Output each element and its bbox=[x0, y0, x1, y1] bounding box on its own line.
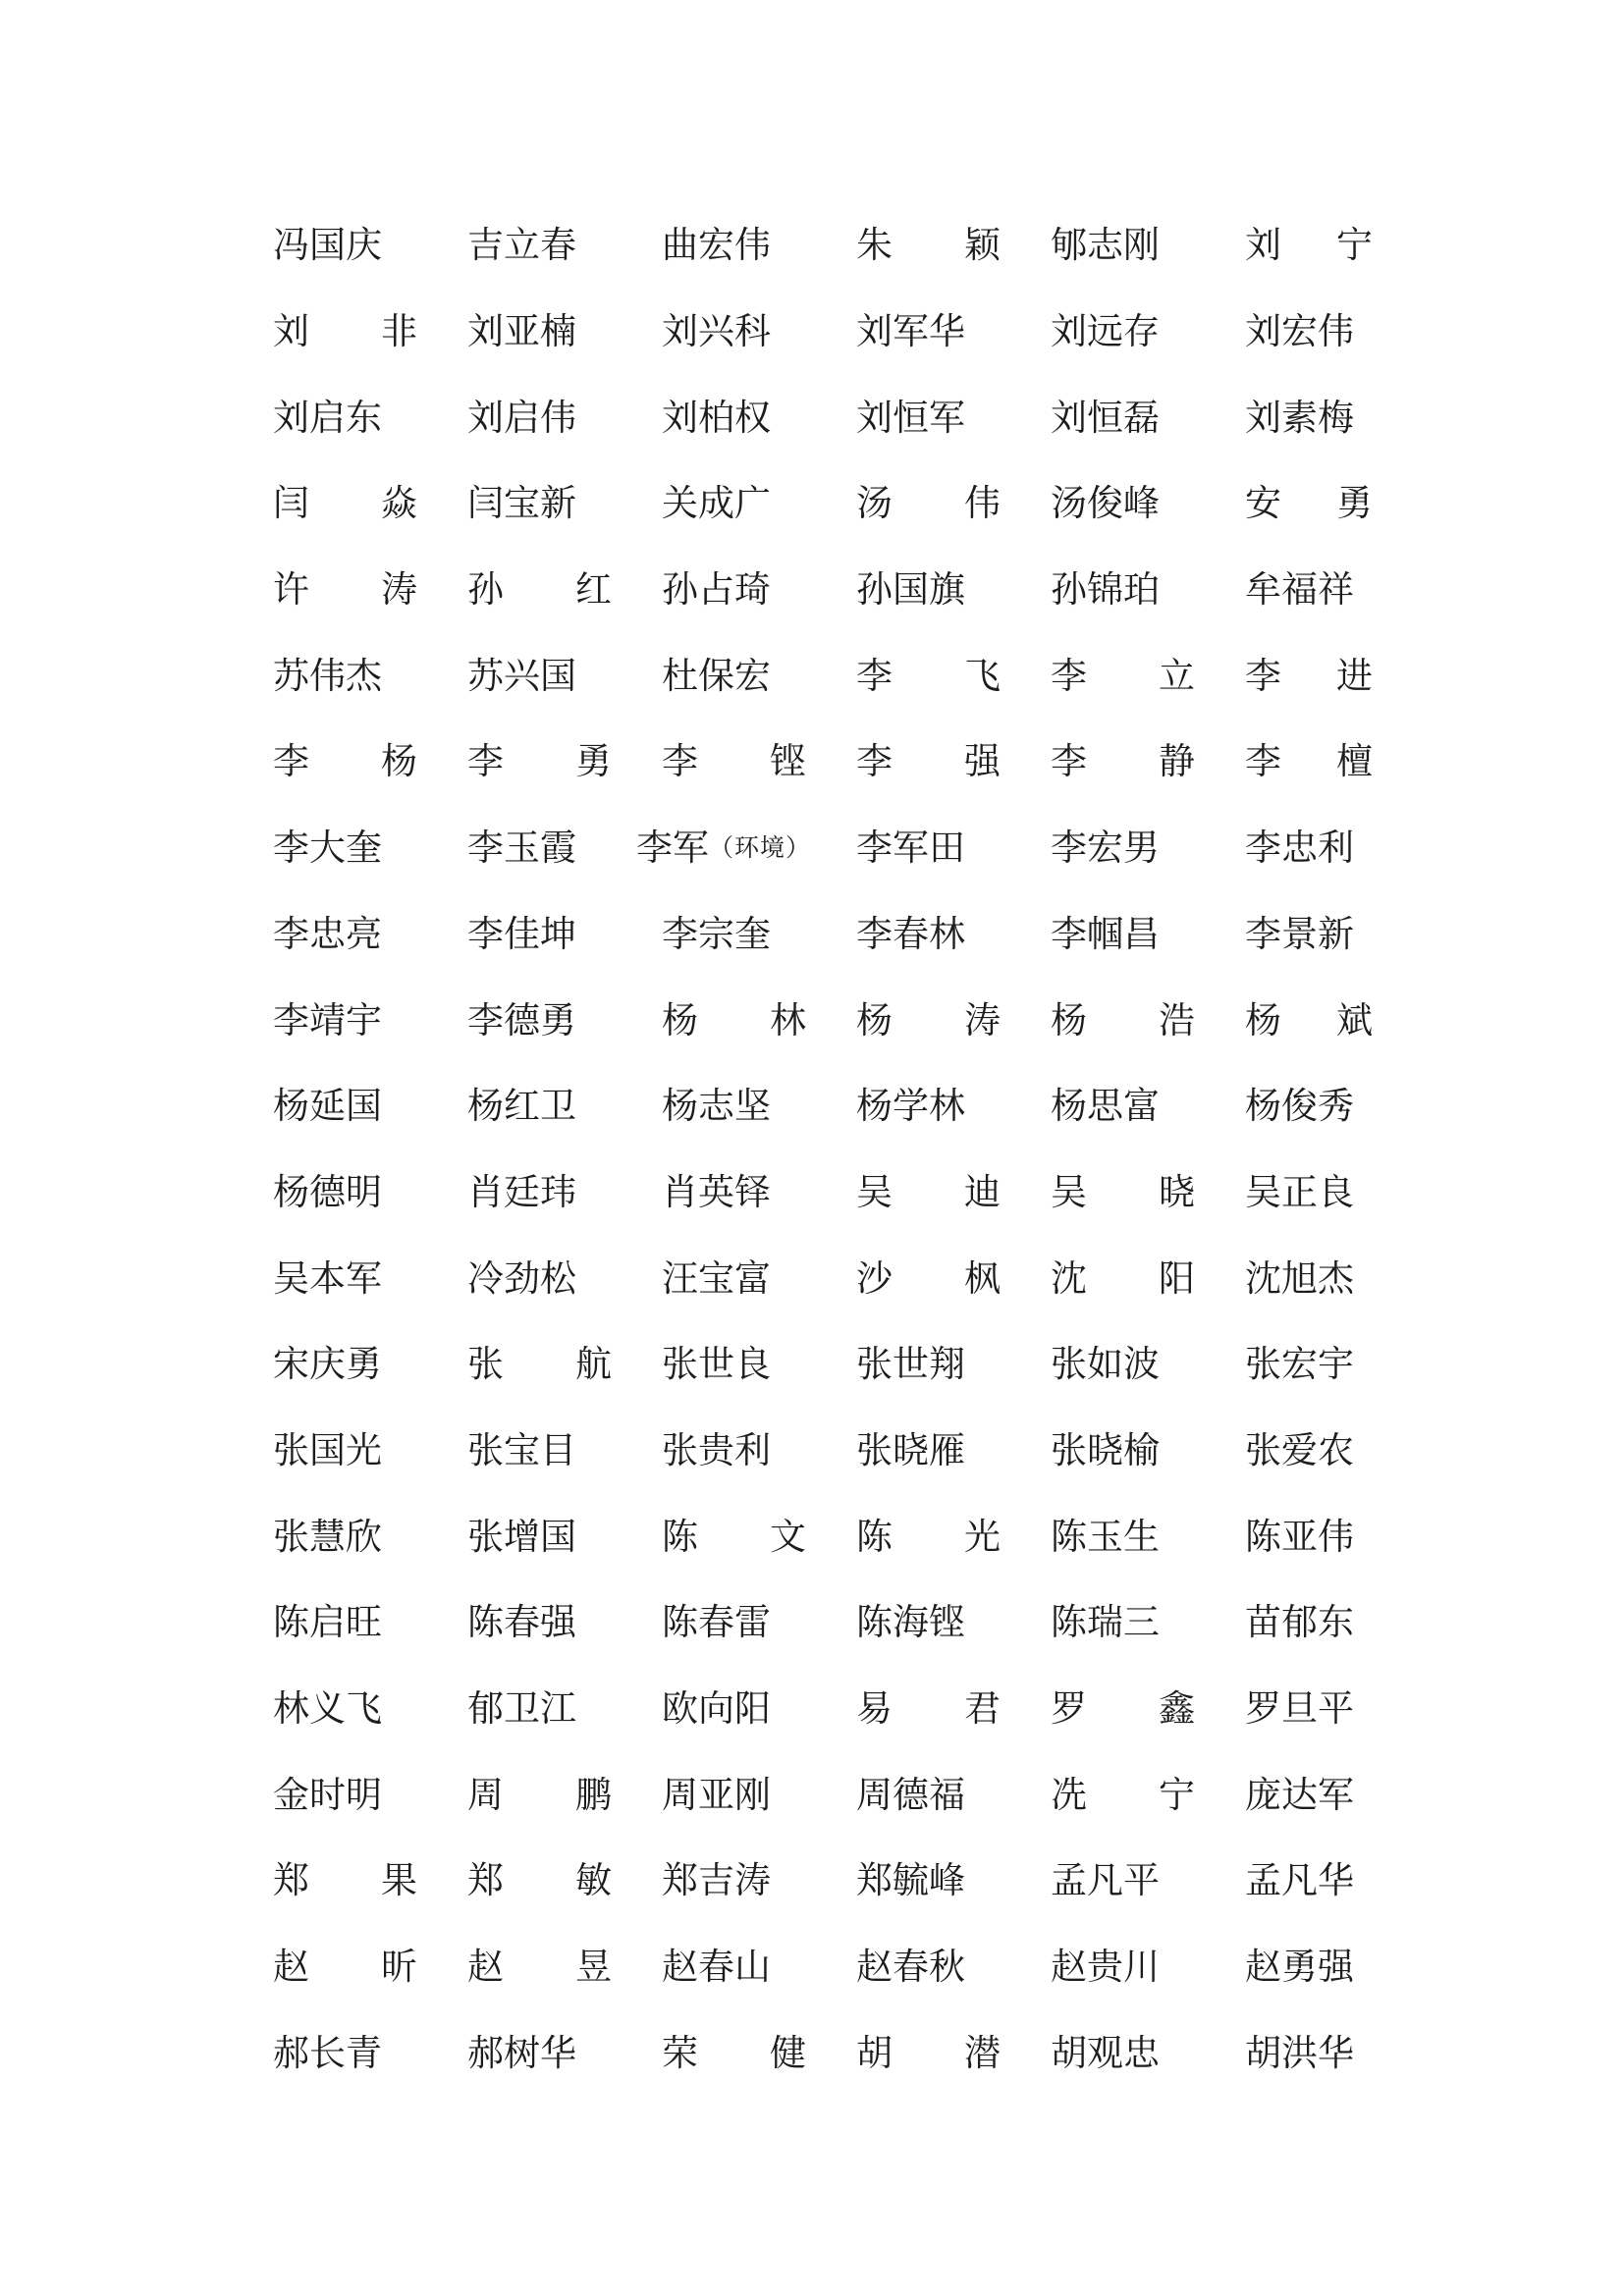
name-entry: 孟凡华 bbox=[1245, 1859, 1354, 1902]
name-entry: 孙锦珀 bbox=[1051, 568, 1160, 612]
name-entry: 李忠亮 bbox=[273, 912, 382, 955]
name-entry: 吴 迪 bbox=[856, 1170, 1001, 1213]
name-entry: 张 航 bbox=[467, 1343, 612, 1386]
name-entry: 陈春雷 bbox=[662, 1601, 771, 1644]
name-entry: 李 勇 bbox=[467, 740, 612, 783]
name-entry: 陈瑞三 bbox=[1051, 1601, 1160, 1644]
name-entry: 赵 昕 bbox=[273, 1946, 417, 1989]
name-entry: 杨俊秀 bbox=[1245, 1085, 1354, 1128]
name-entry: 陈亚伟 bbox=[1245, 1515, 1354, 1558]
name-entry: 苗郁东 bbox=[1245, 1601, 1354, 1644]
name-entry: 陈春强 bbox=[467, 1601, 576, 1644]
name-entry: 张爱农 bbox=[1245, 1428, 1354, 1471]
name-entry: 周亚刚 bbox=[662, 1773, 771, 1816]
name-entry: 孟凡平 bbox=[1051, 1859, 1160, 1902]
name-entry: 陈海铿 bbox=[856, 1601, 965, 1644]
name-entry: 杨 涛 bbox=[856, 998, 1001, 1041]
name-entry: 庞达军 bbox=[1245, 1773, 1354, 1816]
name-entry: 杨红卫 bbox=[467, 1085, 576, 1128]
name-entry: 赵春秋 bbox=[856, 1946, 965, 1989]
name-entry: 刘远存 bbox=[1051, 310, 1160, 353]
name-entry: 李军田 bbox=[856, 827, 965, 870]
name-entry: 张增国 bbox=[467, 1515, 576, 1558]
name-entry: 闫宝新 bbox=[467, 482, 576, 525]
name-entry: 冯国庆 bbox=[273, 224, 382, 267]
name-entry: 孙占琦 bbox=[662, 568, 771, 612]
name-entry: 胡洪华 bbox=[1245, 2031, 1354, 2074]
name-entry: 杨德明 bbox=[273, 1170, 382, 1213]
name-entry: 杨志坚 bbox=[662, 1085, 771, 1128]
name-entry: 李帼昌 bbox=[1051, 912, 1160, 955]
name-entry: 杨 浩 bbox=[1051, 998, 1195, 1041]
name-entry: 张宏宇 bbox=[1245, 1343, 1354, 1386]
name-entry: 刘启东 bbox=[273, 396, 382, 439]
name-entry: 闫 焱 bbox=[273, 482, 417, 525]
name-entry: 孙国旗 bbox=[856, 568, 965, 612]
name-entry: 欧向阳 bbox=[662, 1687, 771, 1731]
name-entry: 李景新 bbox=[1245, 912, 1354, 955]
name-entry: 陈玉生 bbox=[1051, 1515, 1160, 1558]
name-entry: 汪宝富 bbox=[662, 1256, 771, 1300]
name-entry: 吴本军 bbox=[273, 1256, 382, 1300]
name-entry: 李靖宇 bbox=[273, 998, 382, 1041]
name-entry: 刘军华 bbox=[856, 310, 965, 353]
name-entry: 李 杨 bbox=[273, 740, 417, 783]
name-entry: 李 铿 bbox=[662, 740, 806, 783]
name-entry: 郑毓峰 bbox=[856, 1859, 965, 1902]
name-entry: 李 进 bbox=[1245, 654, 1373, 697]
name-entry: 金时明 bbox=[273, 1773, 382, 1816]
name-entry: 李佳坤 bbox=[467, 912, 576, 955]
name-entry: 张宝目 bbox=[467, 1428, 576, 1471]
name-entry: 李 立 bbox=[1051, 654, 1195, 697]
name-entry: 张贵利 bbox=[662, 1428, 771, 1471]
name-entry: 张世翔 bbox=[856, 1343, 965, 1386]
name-entry: 冼 宁 bbox=[1051, 1773, 1195, 1816]
name-entry: 张世良 bbox=[662, 1343, 771, 1386]
name-entry: 关成广 bbox=[662, 482, 771, 525]
name-entry: 沈 阳 bbox=[1051, 1256, 1195, 1300]
name-entry: 杨 林 bbox=[662, 998, 806, 1041]
name-entry: 刘恒磊 bbox=[1051, 396, 1160, 439]
name-entry: 罗旦平 bbox=[1245, 1687, 1354, 1731]
name-entry: 李宏男 bbox=[1051, 827, 1160, 870]
name-entry: 孙 红 bbox=[467, 568, 612, 612]
name-entry: 杜保宏 bbox=[662, 654, 771, 697]
name-entry: 杨延国 bbox=[273, 1085, 382, 1128]
name-entry: 张晓榆 bbox=[1051, 1428, 1160, 1471]
name-entry: 肖廷玮 bbox=[467, 1170, 576, 1213]
name-entry: 曲宏伟 bbox=[662, 224, 771, 267]
name-list-grid bbox=[273, 202, 1373, 2096]
name-entry: 苏伟杰 bbox=[273, 654, 382, 697]
name-entry: 刘宏伟 bbox=[1245, 310, 1354, 353]
name-entry: 李大奎 bbox=[273, 827, 382, 870]
name-entry: 周 鹏 bbox=[467, 1773, 612, 1816]
name-entry: 吴正良 bbox=[1245, 1170, 1354, 1213]
name-entry: 沙 枫 bbox=[856, 1256, 1001, 1300]
name-entry: 牟福祥 bbox=[1245, 568, 1354, 612]
name-entry: 张慧欣 bbox=[273, 1515, 382, 1558]
name-entry: 李忠利 bbox=[1245, 827, 1354, 870]
name-entry: 宋庆勇 bbox=[273, 1343, 382, 1386]
name-entry: 李 静 bbox=[1051, 740, 1195, 783]
name-entry: 陈启旺 bbox=[273, 1601, 382, 1644]
name-entry: 胡观忠 bbox=[1051, 2031, 1160, 2074]
name-entry: 刘素梅 bbox=[1245, 396, 1354, 439]
name-entry: 赵勇强 bbox=[1245, 1946, 1354, 1989]
name-entry: 荣 健 bbox=[662, 2031, 806, 2074]
name-entry: 李 飞 bbox=[856, 654, 1001, 697]
name-entry: 刘亚楠 bbox=[467, 310, 576, 353]
name-entry: 罗 鑫 bbox=[1051, 1687, 1195, 1731]
name-entry: 杨 斌 bbox=[1245, 998, 1373, 1041]
name-entry: 汤 伟 bbox=[856, 482, 1001, 525]
name-entry: 吉立春 bbox=[467, 224, 576, 267]
name-entry: 苏兴国 bbox=[467, 654, 576, 697]
name-entry: 刘 非 bbox=[273, 310, 417, 353]
name-entry: 张国光 bbox=[273, 1428, 382, 1471]
name-entry: 刘 宁 bbox=[1245, 224, 1373, 267]
name-entry: 李 檀 bbox=[1245, 740, 1373, 783]
name-entry: 胡 潜 bbox=[856, 2031, 1001, 2074]
name-entry: 安 勇 bbox=[1245, 482, 1373, 525]
name-entry: 陈 光 bbox=[856, 1515, 1001, 1558]
name-entry: 冷劲松 bbox=[467, 1256, 576, 1300]
name-entry: 张晓雁 bbox=[856, 1428, 965, 1471]
name-entry: 朱 颖 bbox=[856, 224, 1001, 267]
name-entry: 刘启伟 bbox=[467, 396, 576, 439]
name-entry: 郑吉涛 bbox=[662, 1859, 771, 1902]
name-entry: 李宗奎 bbox=[662, 912, 771, 955]
name-entry: 刘恒军 bbox=[856, 396, 965, 439]
name-entry: 刘兴科 bbox=[662, 310, 771, 353]
name-entry: 李德勇 bbox=[467, 998, 576, 1041]
name-entry: 林义飞 bbox=[273, 1687, 382, 1731]
name-entry: 李 强 bbox=[856, 740, 1001, 783]
name-entry: 肖英铎 bbox=[662, 1170, 771, 1213]
name-entry: 李玉霞 bbox=[467, 827, 576, 870]
name-entry: 赵 昱 bbox=[467, 1946, 612, 1989]
name-entry: 周德福 bbox=[856, 1773, 965, 1816]
name-entry: 张如波 bbox=[1051, 1343, 1160, 1386]
name-entry: 沈旭杰 bbox=[1245, 1256, 1354, 1300]
name-entry: 赵春山 bbox=[662, 1946, 771, 1989]
name-entry: 郇志刚 bbox=[1051, 224, 1160, 267]
name-entry: 杨思富 bbox=[1051, 1085, 1160, 1128]
name-entry: 吴 晓 bbox=[1051, 1170, 1195, 1213]
name-entry: 郁卫江 bbox=[467, 1687, 576, 1731]
name-entry: 陈 文 bbox=[662, 1515, 806, 1558]
name-entry: 赵贵川 bbox=[1051, 1946, 1160, 1989]
name-entry: 汤俊峰 bbox=[1051, 482, 1160, 525]
name-entry: 杨学林 bbox=[856, 1085, 965, 1128]
name-entry: 郝长青 bbox=[273, 2031, 382, 2074]
name-entry: 李春林 bbox=[856, 912, 965, 955]
name-entry: 郑 敏 bbox=[467, 1859, 612, 1902]
name-entry: 许 涛 bbox=[273, 568, 417, 612]
name-entry: 李军 （环境） bbox=[636, 827, 812, 870]
name-entry: 郑 果 bbox=[273, 1859, 417, 1902]
name-entry: 郝树华 bbox=[467, 2031, 576, 2074]
name-entry: 易 君 bbox=[856, 1687, 1001, 1731]
name-entry: 刘柏权 bbox=[662, 396, 771, 439]
